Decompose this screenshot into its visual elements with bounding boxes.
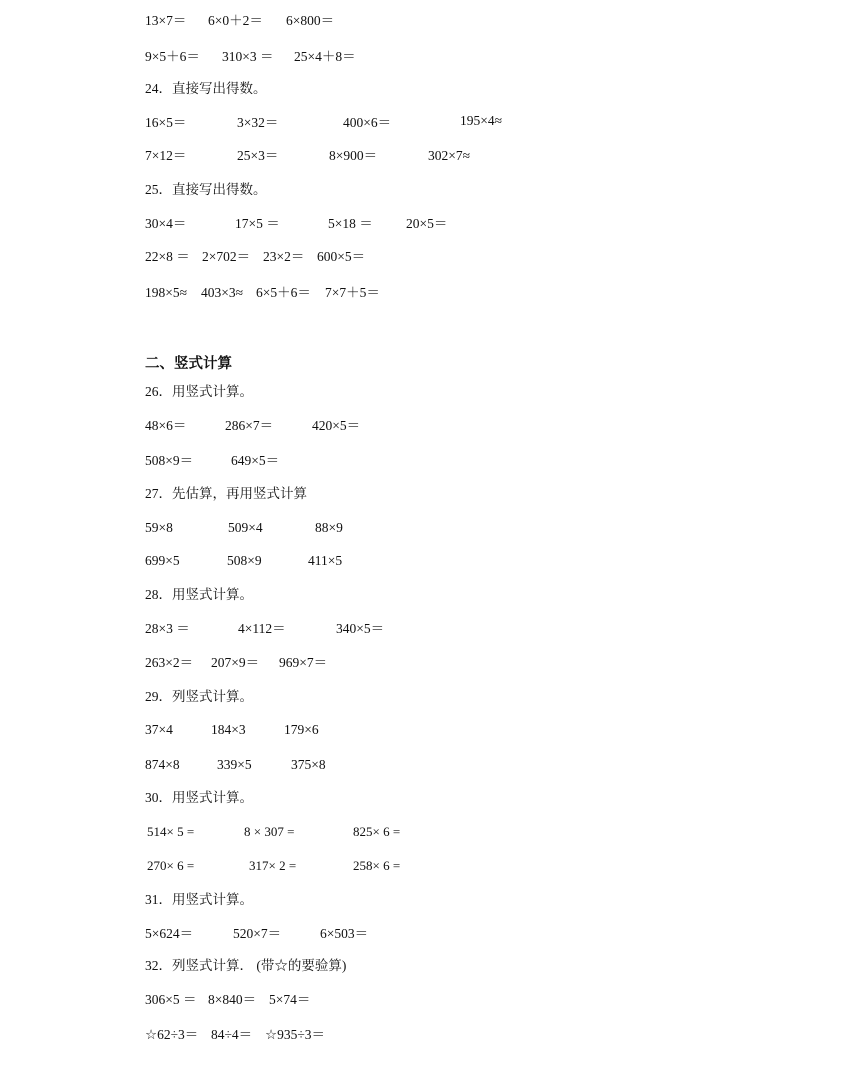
question-27: 27．先估算，再用竖式计算 xyxy=(145,486,307,501)
question-29: 29．列竖式计算。 xyxy=(145,689,253,704)
expression: 400×6＝ xyxy=(343,115,392,130)
expression: 23×2＝ xyxy=(263,249,305,264)
expression: 9×5＋6＝ xyxy=(145,49,200,64)
expression: 5×18 ＝ xyxy=(328,216,373,231)
expression: 306×5 ＝ xyxy=(145,992,197,1007)
expression: 317× 2 = xyxy=(249,858,297,873)
question-26: 26．用竖式计算。 xyxy=(145,384,253,399)
question-31: 31．用竖式计算。 xyxy=(145,892,253,907)
question-30: 30．用竖式计算。 xyxy=(145,790,253,805)
expression: 825× 6 = xyxy=(353,824,401,839)
question-25: 25．直接写出得数。 xyxy=(145,182,267,197)
section-title: 二、竖式计算 xyxy=(145,356,232,372)
expression: ☆935÷3＝ xyxy=(265,1027,326,1042)
expression: 258× 6 = xyxy=(353,858,401,873)
expression: 514× 5 = xyxy=(147,824,195,839)
expression: 3×32＝ xyxy=(237,115,279,130)
expression: 508×9 xyxy=(227,553,262,568)
expression: 403×3≈ xyxy=(201,285,244,300)
expression: 8×900＝ xyxy=(329,148,378,163)
expression: 339×5 xyxy=(217,757,252,772)
expression: 6×503＝ xyxy=(320,926,369,941)
expression: 59×8 xyxy=(145,520,173,535)
expression: 198×5≈ xyxy=(145,285,188,300)
expression: 874×8 xyxy=(145,757,180,772)
expression: 28×3 ＝ xyxy=(145,621,190,636)
expression: 22×8 ＝ xyxy=(145,249,190,264)
expression: 4×112＝ xyxy=(238,621,286,636)
expression: 195×4≈ xyxy=(460,113,503,128)
expression: ☆62÷3＝ xyxy=(145,1027,199,1042)
expression: 340×5＝ xyxy=(336,621,385,636)
expression: 7×12＝ xyxy=(145,148,187,163)
question-24: 24．直接写出得数。 xyxy=(145,81,267,96)
expression: 13×7＝ xyxy=(145,13,187,28)
expression: 508×9＝ xyxy=(145,453,194,468)
question-28: 28．用竖式计算。 xyxy=(145,587,253,602)
expression: 5×74＝ xyxy=(269,992,311,1007)
expression: 17×5 ＝ xyxy=(235,216,280,231)
expression: 207×9＝ xyxy=(211,655,260,670)
expression: 600×5＝ xyxy=(317,249,366,264)
expression: 8×840＝ xyxy=(208,992,257,1007)
expression: 649×5＝ xyxy=(231,453,280,468)
expression: 699×5 xyxy=(145,553,180,568)
expression: 270× 6 = xyxy=(147,858,195,873)
question-32: 32．列竖式计算． (带☆的要验算) xyxy=(145,958,347,973)
expression: 88×9 xyxy=(315,520,343,535)
expression: 286×7＝ xyxy=(225,418,274,433)
expression: 48×6＝ xyxy=(145,418,187,433)
expression: 520×7＝ xyxy=(233,926,282,941)
expression: 969×7＝ xyxy=(279,655,328,670)
expression: 7×7＋5＝ xyxy=(325,285,380,300)
expression: 30×4＝ xyxy=(145,216,187,231)
expression: 179×6 xyxy=(284,722,319,737)
expression: 310×3 ＝ xyxy=(222,49,274,64)
expression: 2×702＝ xyxy=(202,249,251,264)
expression: 6×0＋2＝ xyxy=(208,13,263,28)
expression: 263×2＝ xyxy=(145,655,194,670)
expression: 5×624＝ xyxy=(145,926,194,941)
expression: 37×4 xyxy=(145,722,173,737)
expression: 25×3＝ xyxy=(237,148,279,163)
expression: 302×7≈ xyxy=(428,148,471,163)
expression: 184×3 xyxy=(211,722,246,737)
expression: 8 × 307 = xyxy=(244,824,295,839)
expression: 411×5 xyxy=(308,553,343,568)
expression: 6×800＝ xyxy=(286,13,335,28)
expression: 6×5＋6＝ xyxy=(256,285,311,300)
expression: 25×4＋8＝ xyxy=(294,49,356,64)
expression: 375×8 xyxy=(291,757,326,772)
expression: 509×4 xyxy=(228,520,263,535)
expression: 20×5＝ xyxy=(406,216,448,231)
expression: 16×5＝ xyxy=(145,115,187,130)
expression: 420×5＝ xyxy=(312,418,361,433)
expression: 84÷4＝ xyxy=(211,1027,253,1042)
